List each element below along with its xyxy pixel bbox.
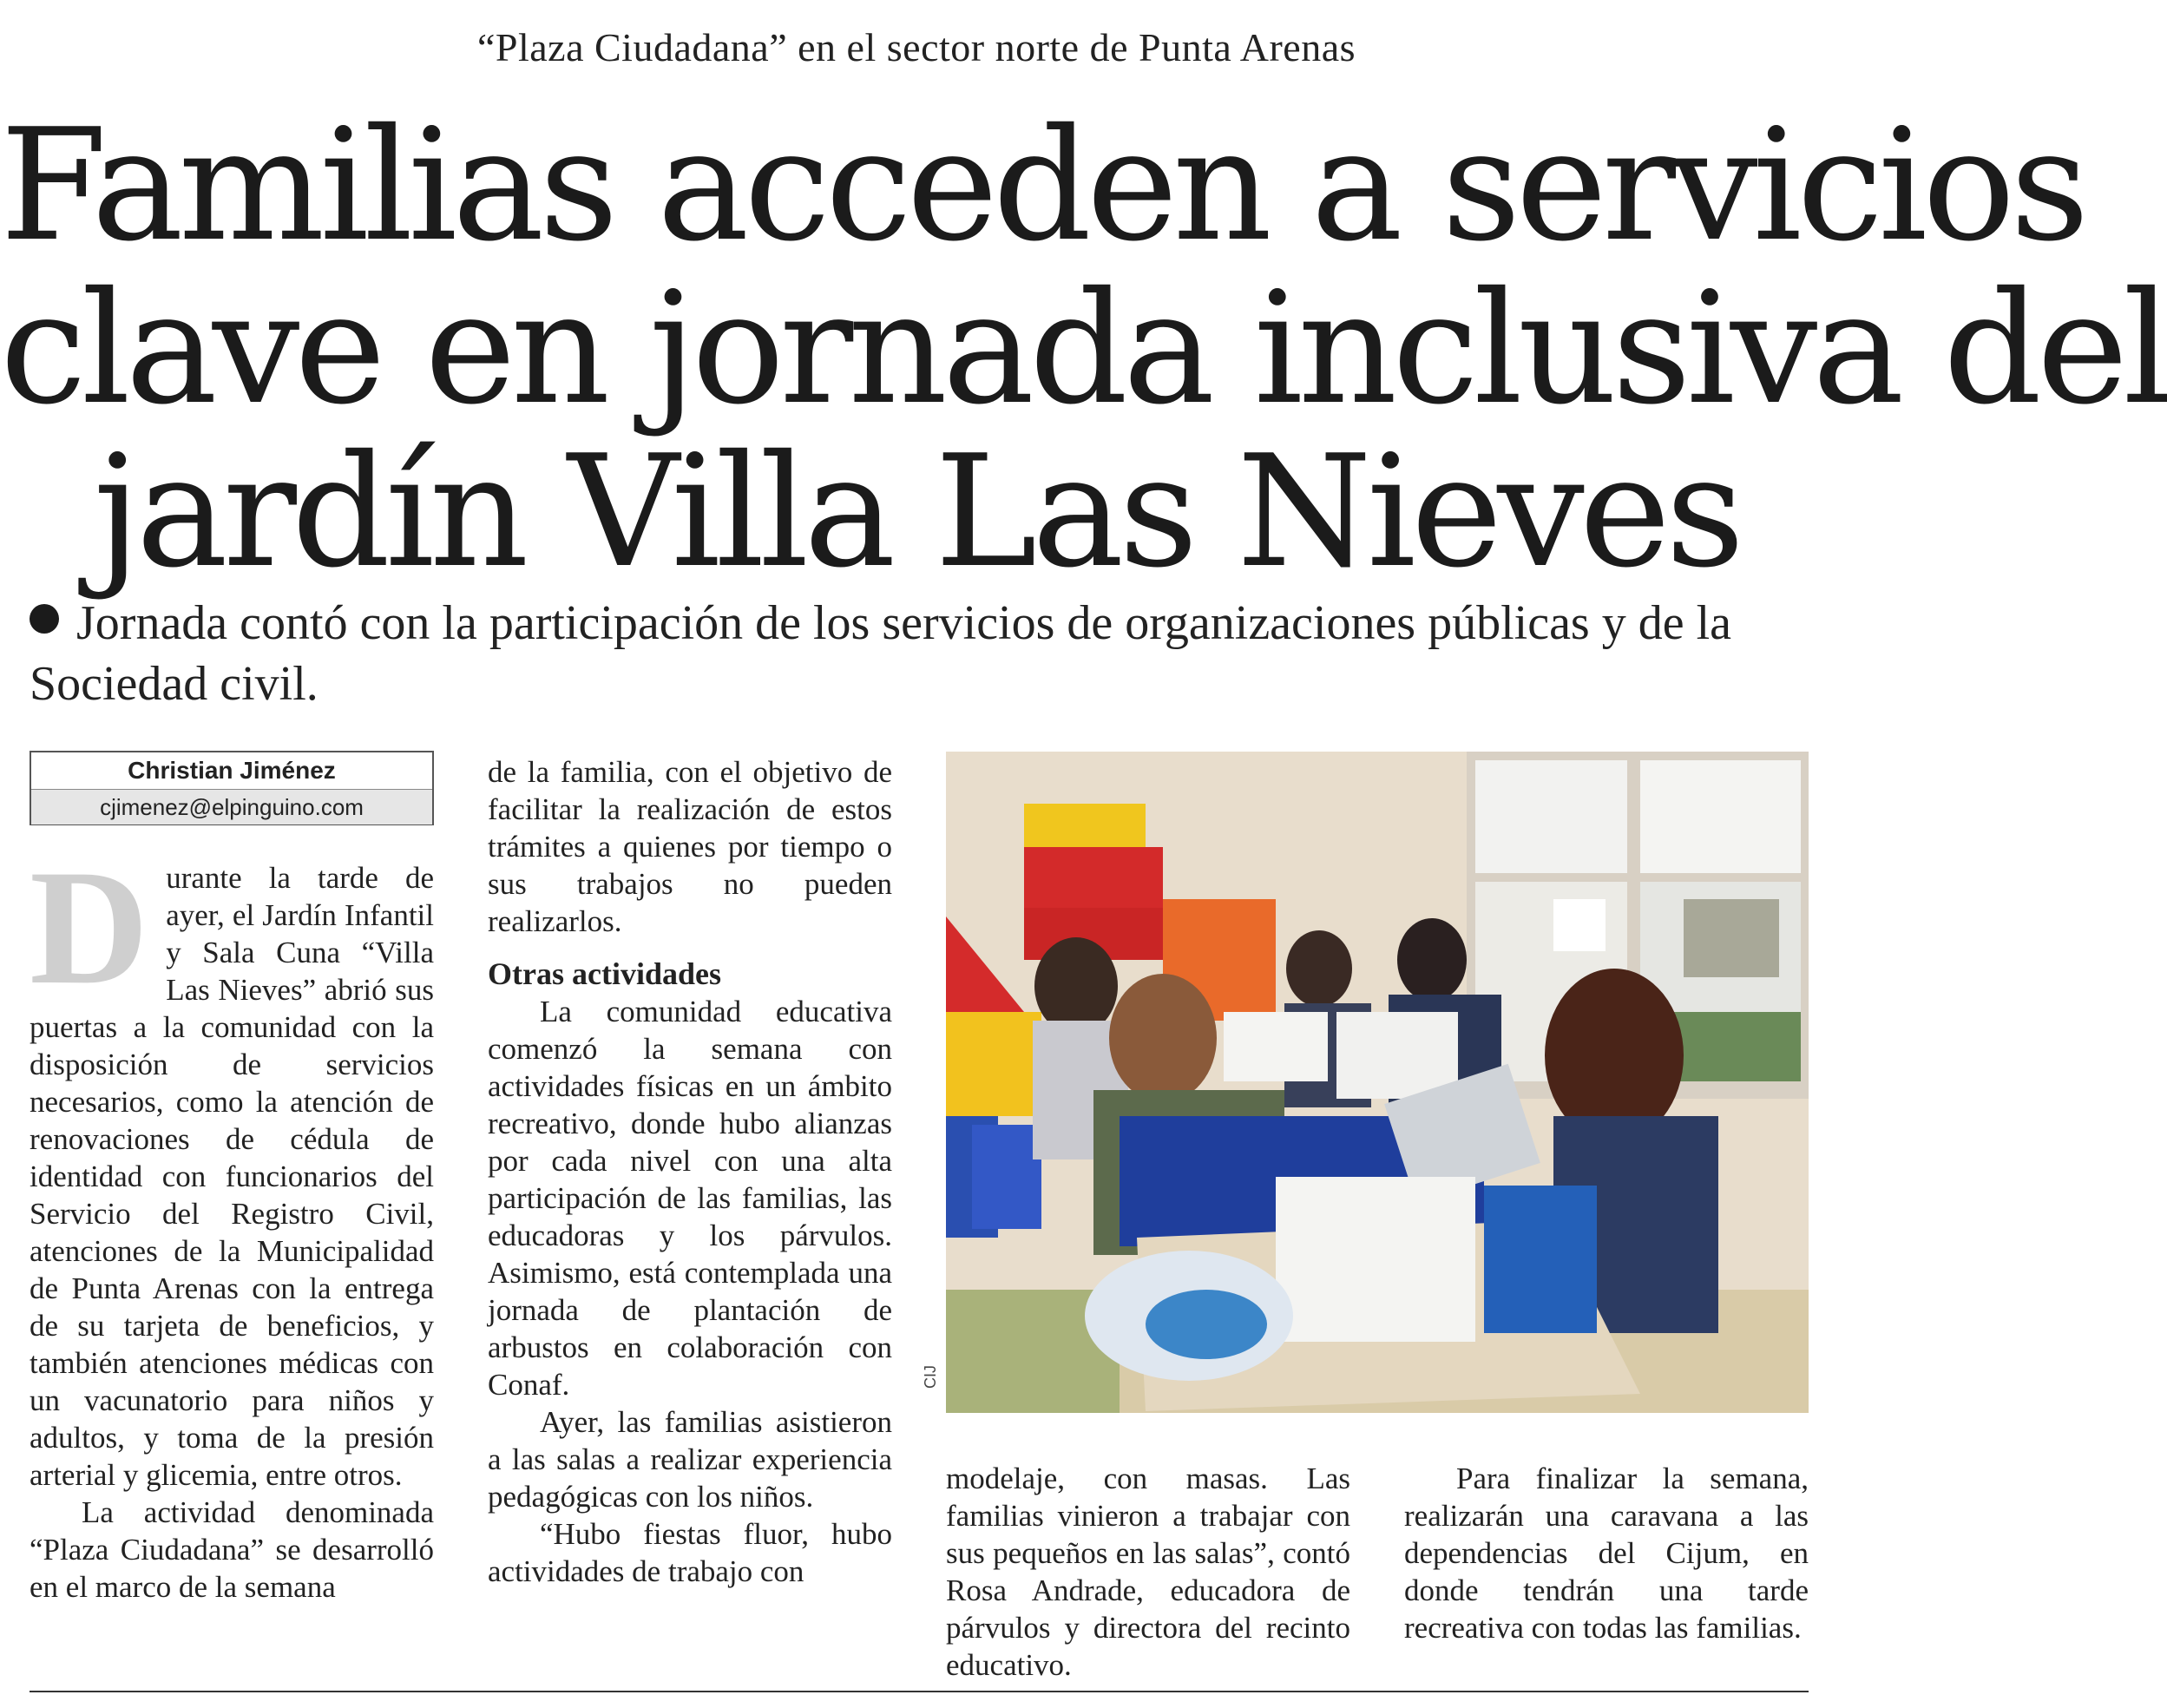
column-3 (946, 1460, 1350, 1684)
headline-line-2: clave en jornada inclusiva del (0, 259, 2167, 438)
column-1 (30, 837, 434, 1606)
headline-line-3: jardín Villa Las Nieves (93, 422, 1740, 601)
paragraph: “Hubo fiestas fluor, hubo actividades de trabajo con (488, 1517, 892, 1588)
column-4 (1404, 1460, 1809, 1646)
article-photo (946, 752, 1809, 1413)
deck-text: Jornada contó con la participación de los servicios de organizaciones públicas y de la Sociedad civil. (30, 596, 1731, 711)
column-2 (488, 753, 892, 1590)
dropcap: D (30, 837, 149, 1019)
bullet-icon (30, 604, 59, 634)
paragraph: La actividad denominada “Plaza Ciudadana” se desarrolló en el marco de la semana (30, 1495, 434, 1604)
subheading: Otras actividades (488, 956, 721, 991)
paragraph: Ayer, las familias asistieron a las salas a realizar experiencia pedagógicas con los niños. (488, 1405, 892, 1514)
kicker: “Plaza Ciudadana” en el sector norte de Punta Arenas (476, 25, 1356, 69)
photo-illustration (946, 752, 1809, 1413)
author-email: cjimenez@elpinguino.com (31, 790, 432, 824)
photo-credit: CIJ (922, 1365, 939, 1389)
paragraph: La comunidad educativa comenzó la semana con actividades físicas en un ámbito recreativo, donde hubo alianzas por cada nivel con una alta participación de las familias, las educadoras y los párvulos. Asimismo, está contemplada una jornada de plantación de arbustos en colaboración con Conaf. (488, 995, 892, 1402)
paragraph: Para finalizar la semana, realizarán una caravana a las dependencias del Cijum, en donde tendrán una tarde recreativa con todas las familias. (1404, 1462, 1809, 1645)
headline (0, 95, 2167, 601)
bottom-rule (30, 1691, 1809, 1692)
deck (30, 593, 1809, 714)
byline-box (30, 751, 434, 825)
paragraph: modelaje, con masas. Las familias vinieron a trabajar con sus pequeños en las salas”, contó Rosa Andrade, educadora de párvulos y directora del recinto educativo. (946, 1462, 1350, 1682)
paragraph-lead (30, 837, 434, 1494)
paragraph-lead-text: urante la tarde de ayer, el Jardín Infantil y Sala Cuna “Villa Las Nieves” abrió sus puertas a la comunidad con la disposición de servicios necesarios, como la atención de renovaciones de cédula de identidad con funcionarios del Servicio del Registro Civil, atenciones de la Municipalidad de Punta Arenas con la entrega de su tarjeta de beneficios, y también atenciones médicas con un vacunatorio para niños y adultos, y toma de la presión arterial y glicemia, entre otros. (30, 861, 434, 1492)
author-name: Christian Jiménez (31, 752, 432, 790)
headline-line-1: Familias acceden a servicios (0, 95, 2085, 275)
paragraph: de la familia, con el objetivo de facilitar la realización de estos trámites a quienes por tiempo o sus trabajos no pueden realizarlos. (488, 755, 892, 938)
